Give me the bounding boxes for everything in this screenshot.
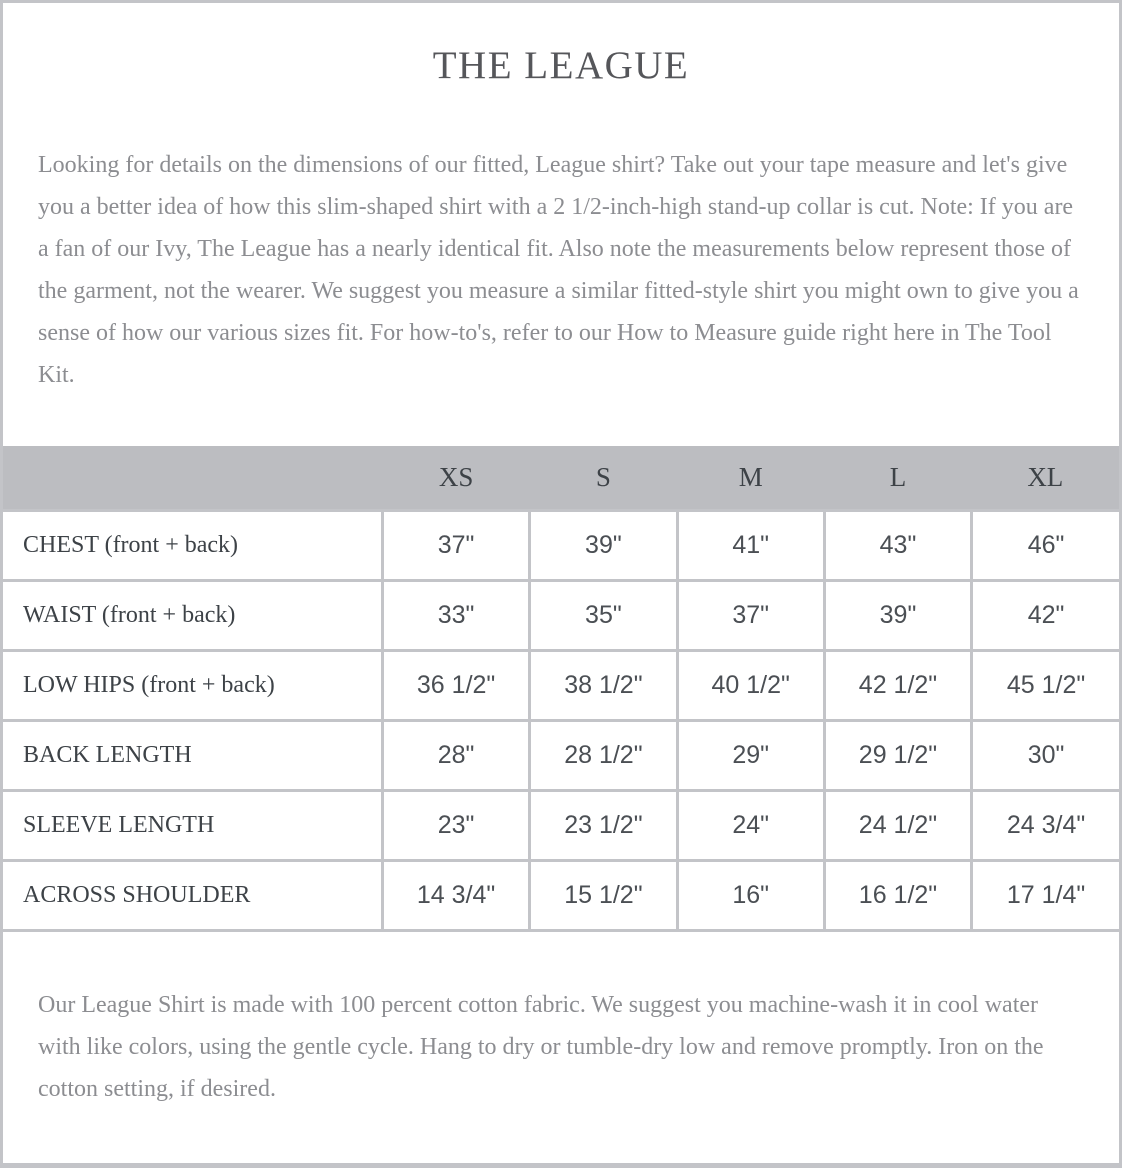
size-column-header-s: S [530,446,677,510]
cell-value: 16" [677,860,824,930]
row-label: ACROSS SHOULDER [3,860,382,930]
cell-value: 24 3/4" [972,790,1119,860]
table-row-low-hips [3,650,1119,720]
cell-value: 17 1/4" [972,860,1119,930]
cell-value: 36 1/2" [382,650,529,720]
size-column-header-xl: XL [972,446,1119,510]
page-title: THE LEAGUE [432,44,690,87]
cell-value: 24 1/2" [824,790,971,860]
cell-value: 42" [972,580,1119,650]
table-row-chest [3,510,1119,580]
cell-value: 23 1/2" [530,790,677,860]
size-header-row [3,446,1119,510]
cell-value: 41" [677,510,824,580]
cell-value: 33" [382,580,529,650]
cell-value: 23" [382,790,529,860]
cell-value: 39" [530,510,677,580]
table-row-back-length [3,720,1119,790]
table-row-sleeve-length [3,790,1119,860]
cell-value: 14 3/4" [382,860,529,930]
cell-value: 40 1/2" [677,650,824,720]
cell-value: 42 1/2" [824,650,971,720]
table-row-waist [3,580,1119,650]
cell-value: 38 1/2" [530,650,677,720]
cell-value: 45 1/2" [972,650,1119,720]
intro-paragraph: Looking for details on the dimensions of our fitted, League shirt? Take out your tape measure and let's give you a better idea of how this slim-shaped shirt with a 2 1/2-inch-high stand-up collar is cut. Note: If you are a fan of our Ivy, The League has a nearly identical fit. Also note the measurements below represent those of the garment, not the wearer. We suggest you measure a similar fitted-style shirt you might own to give you a sense of how our various sizes fit. For how-to's, refer to our How to Measure guide right here in The Tool Kit. [38,152,1079,388]
size-column-header-xs: XS [382,446,529,510]
cell-value: 29" [677,720,824,790]
cell-value: 30" [972,720,1119,790]
size-column-header-l: L [824,446,971,510]
row-label: WAIST (front + back) [3,580,382,650]
row-label: BACK LENGTH [3,720,382,790]
row-label: CHEST (front + back) [3,510,382,580]
cell-value: 24" [677,790,824,860]
cell-value: 46" [972,510,1119,580]
cell-value: 37" [382,510,529,580]
table-row-across-shoulder [3,860,1119,930]
cell-value: 43" [824,510,971,580]
size-chart-table [3,446,1119,932]
cell-value: 28" [382,720,529,790]
cell-value: 15 1/2" [530,860,677,930]
cell-value: 16 1/2" [824,860,971,930]
cell-value: 35" [530,580,677,650]
row-label: SLEEVE LENGTH [3,790,382,860]
cell-value: 28 1/2" [530,720,677,790]
row-label: LOW HIPS (front + back) [3,650,382,720]
size-column-header-m: M [677,446,824,510]
cell-value: 39" [824,580,971,650]
cell-value: 29 1/2" [824,720,971,790]
measurement-column-header [3,446,382,510]
cell-value: 37" [677,580,824,650]
care-paragraph: Our League Shirt is made with 100 percent cotton fabric. We suggest you machine-wash it in cool water with like colors, using the gentle cycle. Hang to dry or tumble-dry low and remove promptly. Iron on the cotton setting, if desired. [38,991,1044,1102]
